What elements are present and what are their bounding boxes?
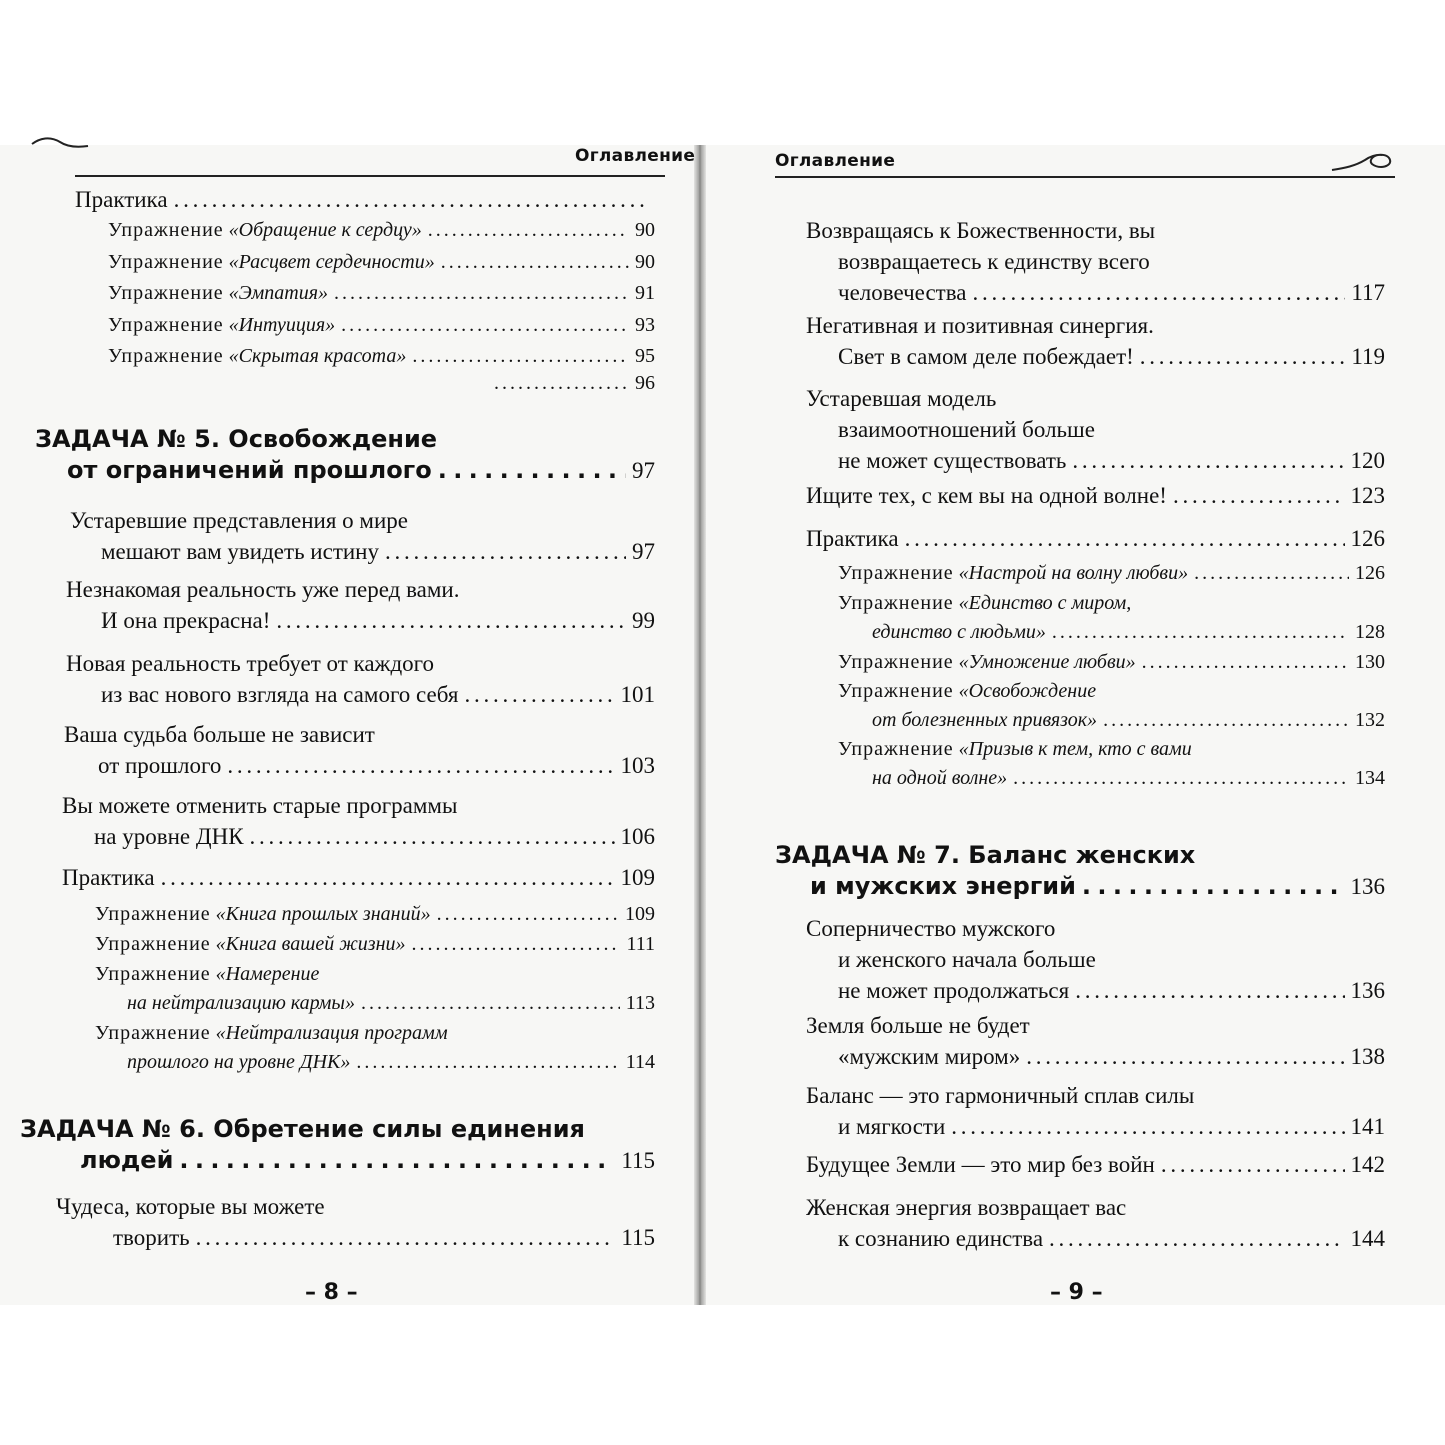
entry-text: людей <box>80 1146 174 1174</box>
toc-entry-practice <box>806 523 1385 554</box>
page-ref: 113 <box>625 992 655 1014</box>
exercise-label: Упражнение <box>838 738 954 760</box>
dot-leader <box>196 1222 616 1253</box>
page-ref: 93 <box>635 314 655 336</box>
flourish-left-icon <box>30 128 90 158</box>
entry-text: от прошлого <box>98 753 222 778</box>
toc-entry-task <box>35 424 655 486</box>
page-ref: 136 <box>1350 978 1385 1003</box>
header-rule-right <box>775 176 1395 178</box>
toc-entry-exercise <box>838 677 1385 735</box>
entry-text: Женская энергия возвращает вас <box>806 1195 1127 1220</box>
entry-text: на нейтрализацию кармы» <box>127 992 355 1014</box>
page-ref: 142 <box>1350 1152 1385 1177</box>
toc-entry-topic <box>70 505 655 567</box>
toc-entry-topic <box>62 790 655 852</box>
entry-text: мешают вам увидеть истину <box>101 539 379 564</box>
entry-text: «Скрытая красота» <box>228 345 407 367</box>
toc-entry-exercise_end <box>108 369 655 398</box>
entry-text: «Умножение любви» <box>958 651 1136 673</box>
entry-text: ЗАДАЧА № 5. Освобождение <box>35 425 438 453</box>
entry-text: «Настрой на волну любви» <box>958 562 1189 584</box>
exercise-label: Упражнение <box>838 592 954 614</box>
dot-leader <box>438 455 626 486</box>
page-ref: 136 <box>1350 874 1385 899</box>
exercise-label: Упражнение <box>838 562 954 584</box>
entry-text: Ваша судьба больше не зависит <box>64 722 375 747</box>
entry-text: И она прекрасна! <box>101 608 271 633</box>
page-ref: 95 <box>635 345 655 367</box>
entry-text: возвращаетесь к единству всего <box>838 249 1150 274</box>
entry-text: «Призыв к тем, кто с вами <box>958 738 1192 760</box>
exercise-label: Упражнение <box>838 651 954 673</box>
dot-leader <box>1049 1223 1344 1254</box>
dot-leader <box>1173 480 1345 511</box>
toc-entry-exercise <box>838 559 1385 588</box>
entry-text: «мужским миром» <box>838 1044 1021 1069</box>
entry-text: «Книга прошлых знаний» <box>215 903 431 925</box>
entry-text: «Интуиция» <box>228 314 336 336</box>
entry-text: единство с людьми» <box>872 621 1046 643</box>
dot-leader <box>412 342 629 371</box>
toc-entry-topic <box>806 1192 1385 1254</box>
dot-leader <box>1052 618 1349 647</box>
entry-text: Практика <box>806 526 899 551</box>
entry-text: не может продолжаться <box>838 978 1070 1003</box>
entry-text: «Книга вашей жизни» <box>215 933 406 955</box>
exercise-label: Упражнение <box>95 903 211 925</box>
toc-entry-exercise <box>95 930 655 959</box>
page-ref: 123 <box>1350 483 1385 508</box>
toc-entry-topic <box>806 1080 1385 1142</box>
page-ref: 130 <box>1355 651 1385 673</box>
entry-text: взаимоотношений больше <box>838 417 1095 442</box>
entry-text: Возвращаясь к Божественности, вы <box>806 218 1156 243</box>
entry-text: «Нейтрализация программ <box>215 1022 448 1044</box>
book-gutter <box>694 145 706 1305</box>
entry-text: Практика <box>75 187 168 212</box>
entry-text: и женского начала больше <box>838 947 1096 972</box>
exercise-label: Упражнение <box>108 282 224 304</box>
dot-leader <box>441 248 629 277</box>
page-ref: 126 <box>1355 562 1385 584</box>
dot-leader <box>334 279 629 308</box>
entry-text: ЗАДАЧА № 7. Баланс женских <box>775 841 1196 869</box>
toc-entry-exercise <box>838 589 1385 647</box>
entry-text: на уровне ДНК <box>94 824 244 849</box>
entry-text: от ограничений прошлого <box>67 456 432 484</box>
toc-entry-task <box>20 1114 655 1176</box>
entry-text: Земля больше не будет <box>806 1013 1030 1038</box>
toc-entry-topic <box>806 480 1385 511</box>
dot-leader <box>905 523 1345 554</box>
toc-entry-exercise <box>838 735 1385 793</box>
entry-text: Устаревшие представления о мире <box>70 508 408 533</box>
toc-entry-topic <box>806 1010 1385 1072</box>
entry-text: Незнакомая реальность уже перед вами. <box>66 577 460 602</box>
entry-text: «Расцвет сердечности» <box>228 251 435 273</box>
toc-entry-exercise <box>95 960 655 1018</box>
entry-text: Чудеса, которые вы можете <box>56 1194 325 1219</box>
entry-text: Устаревшая модель <box>806 386 997 411</box>
page-ref: 126 <box>1350 526 1385 551</box>
page-ref: 99 <box>632 608 655 633</box>
dot-leader <box>437 900 619 929</box>
page-ref: 106 <box>620 824 655 849</box>
toc-entry-exercise <box>95 1019 655 1077</box>
running-head-left: Оглавление <box>575 146 696 166</box>
entry-text: Новая реальность требует от каждого <box>66 651 435 676</box>
exercise-label: Упражнение <box>838 680 954 702</box>
flourish-right-icon <box>1330 148 1400 178</box>
entry-text: и мягкости <box>838 1114 946 1139</box>
dot-leader <box>276 605 626 636</box>
page-ref: 128 <box>1355 621 1385 643</box>
page-ref: 91 <box>635 282 655 304</box>
dot-leader <box>174 184 649 215</box>
toc-entry-topic <box>806 215 1385 308</box>
exercise-label: Упражнение <box>108 345 224 367</box>
entry-text: к сознанию единства <box>838 1226 1044 1251</box>
entry-text: «Единство с миром, <box>958 592 1132 614</box>
exercise-label: Упражнение <box>108 314 224 336</box>
dot-leader <box>1072 445 1344 476</box>
entry-text: прошлого на уровне ДНК» <box>127 1051 351 1073</box>
page-ref: 96 <box>635 372 655 394</box>
entry-text: не может существовать <box>838 448 1067 473</box>
dot-leader <box>227 750 614 781</box>
entry-text: Будущее Земли — это мир без войн <box>806 1152 1155 1177</box>
entry-text: «Освобождение <box>958 680 1097 702</box>
entry-text: «Обращение к сердцу» <box>228 219 422 241</box>
dot-leader <box>1013 764 1349 793</box>
dot-leader <box>1026 1041 1344 1072</box>
page-ref: 90 <box>635 251 655 273</box>
page-ref: 120 <box>1350 448 1385 473</box>
page-ref: 111 <box>626 933 655 955</box>
header-rule-left <box>75 175 665 177</box>
dot-leader <box>385 536 626 567</box>
page-number-right: – 9 – <box>1050 1280 1103 1305</box>
page-ref: 119 <box>1351 344 1385 369</box>
toc-entry-exercise <box>108 216 655 245</box>
page-ref: 132 <box>1355 709 1385 731</box>
running-head-right: Оглавление <box>775 151 896 171</box>
page-ref: 109 <box>625 903 655 925</box>
dot-leader <box>973 277 1346 308</box>
dot-leader <box>1194 559 1349 588</box>
entry-text: из вас нового взгляда на самого себя <box>101 682 459 707</box>
toc-entry-exercise <box>108 311 655 340</box>
entry-text: Практика <box>62 865 155 890</box>
page-ref: 103 <box>620 753 655 778</box>
dot-leader <box>1075 975 1344 1006</box>
toc-entry-exercise <box>108 248 655 277</box>
dot-leader <box>951 1111 1344 1142</box>
page-ref: 115 <box>621 1225 655 1250</box>
entry-text: творить <box>113 1225 190 1250</box>
toc-entry-topic <box>64 719 655 781</box>
dot-leader <box>428 216 629 245</box>
dot-leader <box>356 1048 619 1077</box>
entry-text: ЗАДАЧА № 6. Обретение силы единения <box>20 1115 585 1143</box>
dot-leader <box>1142 648 1349 677</box>
toc-entry-exercise <box>108 279 655 308</box>
toc-entry-topic <box>806 913 1385 1006</box>
entry-text: от болезненных привязок» <box>872 709 1098 731</box>
dot-leader <box>1140 341 1346 372</box>
page-number-left: – 8 – <box>305 1280 358 1305</box>
toc-entry-practice <box>62 862 655 893</box>
toc-entry-practice <box>75 184 655 215</box>
entry-text: Негативная и позитивная синергия. <box>806 313 1154 338</box>
dot-leader <box>361 989 620 1018</box>
page-ref: 114 <box>625 1051 655 1073</box>
exercise-label: Упражнение <box>95 1022 211 1044</box>
entry-text: человечества <box>838 280 967 305</box>
page-ref: 138 <box>1350 1044 1385 1069</box>
page-ref: 144 <box>1350 1226 1385 1251</box>
dot-leader <box>1161 1149 1345 1180</box>
dot-leader <box>1103 706 1349 735</box>
entry-text: и мужских энергий <box>810 872 1076 900</box>
toc-entry-topic <box>66 574 655 636</box>
toc-entry-task <box>775 840 1385 902</box>
dot-leader <box>250 821 615 852</box>
page-ref: 141 <box>1350 1114 1385 1139</box>
dot-leader <box>464 679 614 710</box>
page-ref: 109 <box>620 865 655 890</box>
toc-entry-topic <box>806 1149 1385 1180</box>
toc-entry-exercise <box>838 648 1385 677</box>
entry-text: Соперничество мужского <box>806 916 1056 941</box>
exercise-label: Упражнение <box>95 933 211 955</box>
toc-entry-exercise <box>108 342 655 371</box>
dot-leader <box>341 311 629 340</box>
toc-entry-exercise <box>95 900 655 929</box>
dot-leader <box>179 1145 615 1176</box>
toc-entry-topic <box>56 1191 655 1253</box>
page-ref: 134 <box>1355 767 1385 789</box>
entry-text: Свет в самом деле побеждает! <box>838 344 1134 369</box>
page-ref: 90 <box>635 219 655 241</box>
dot-leader <box>1082 871 1345 902</box>
exercise-label: Упражнение <box>108 219 224 241</box>
entry-text: Ищите тех, с кем вы на одной волне! <box>806 483 1167 508</box>
exercise-label: Упражнение <box>95 963 211 985</box>
dot-leader <box>161 862 615 893</box>
dot-leader <box>412 930 621 959</box>
page-ref: 115 <box>621 1148 655 1173</box>
entry-text: «Намерение <box>215 963 320 985</box>
toc-entry-topic <box>806 383 1385 476</box>
entry-text: на одной волне» <box>872 767 1008 789</box>
toc-entry-topic <box>66 648 655 710</box>
page-ref: 97 <box>632 458 655 483</box>
entry-text: Вы можете отменить старые программы <box>62 793 458 818</box>
exercise-label: Упражнение <box>108 251 224 273</box>
page-ref: 101 <box>620 682 655 707</box>
entry-text: «Эмпатия» <box>228 282 328 304</box>
page-ref: 97 <box>632 539 655 564</box>
page-ref: 117 <box>1351 280 1385 305</box>
toc-entry-topic <box>806 310 1385 372</box>
entry-text: Баланс — это гармоничный сплав силы <box>806 1083 1195 1108</box>
